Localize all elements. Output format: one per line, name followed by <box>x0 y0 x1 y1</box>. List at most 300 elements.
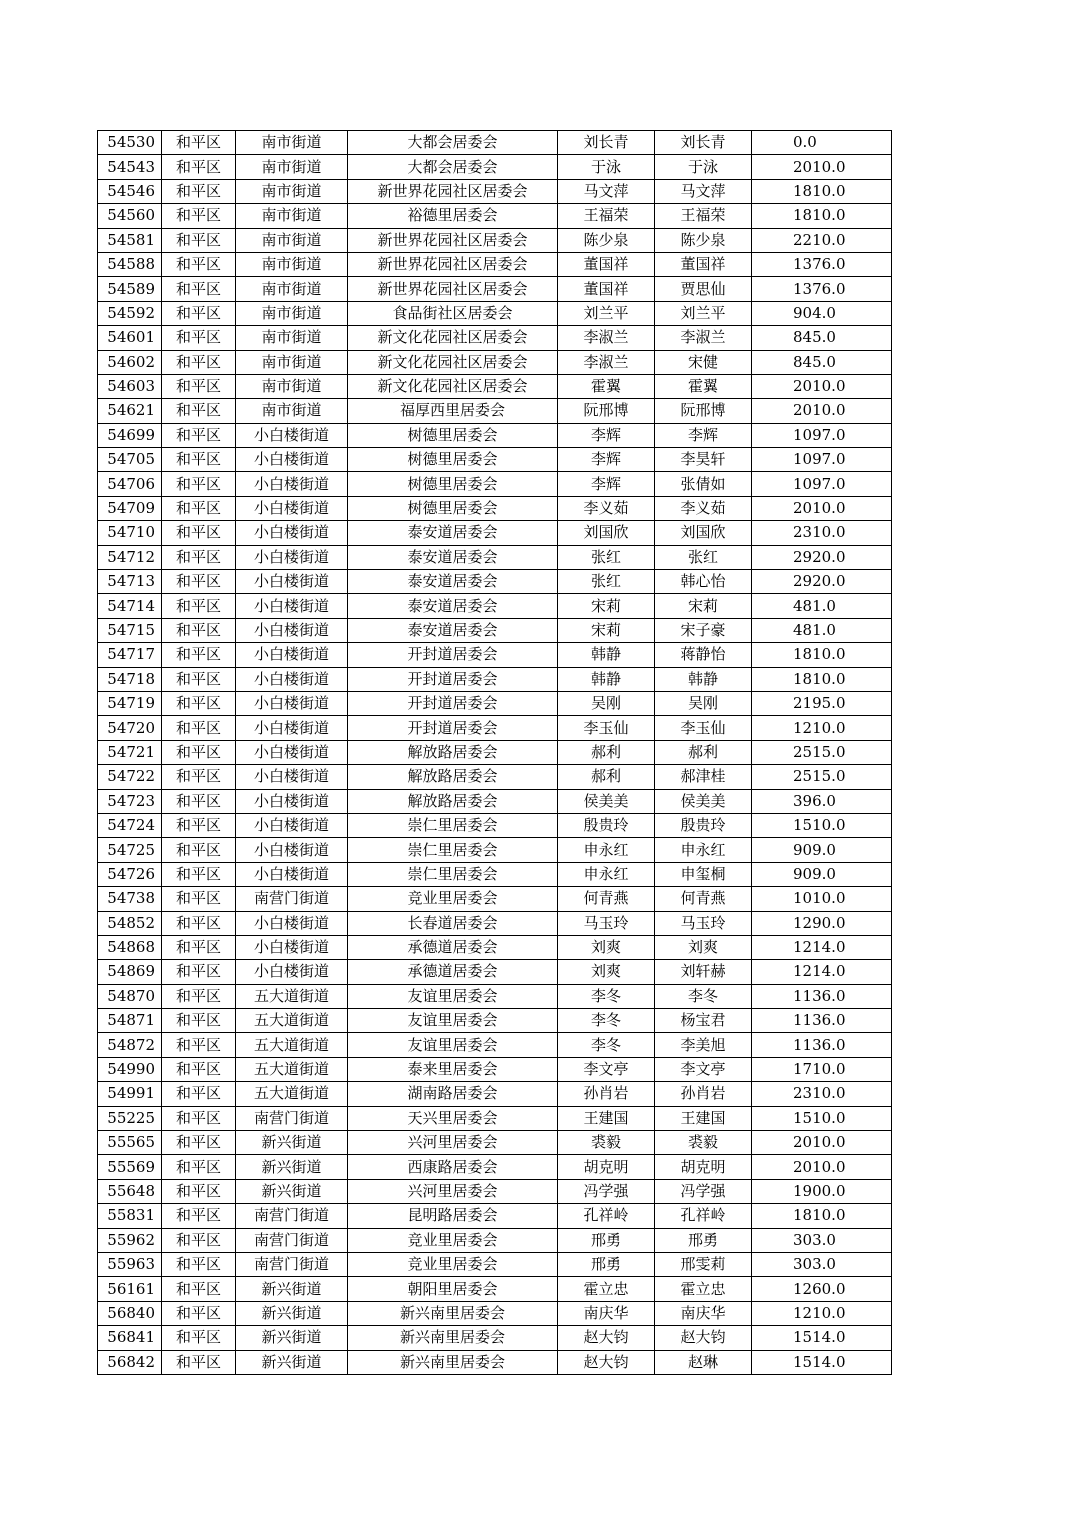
member-cell: 于泳 <box>655 155 752 179</box>
street-cell: 南市街道 <box>236 374 348 398</box>
street-cell: 南市街道 <box>236 326 348 350</box>
street-cell: 新兴街道 <box>236 1155 348 1179</box>
committee-cell: 昆明路居委会 <box>348 1204 558 1228</box>
applicant-cell: 马文萍 <box>558 179 655 203</box>
record-id-cell: 54581 <box>98 228 162 252</box>
member-cell: 韩心怡 <box>655 570 752 594</box>
member-cell: 贾思仙 <box>655 277 752 301</box>
committee-cell: 天兴里居委会 <box>348 1106 558 1130</box>
applicant-cell: 张红 <box>558 570 655 594</box>
record-id-cell: 54713 <box>98 570 162 594</box>
record-id-cell: 54717 <box>98 643 162 667</box>
street-cell: 五大道街道 <box>236 1009 348 1033</box>
district-cell: 和平区 <box>162 1228 236 1252</box>
committee-cell: 大都会居委会 <box>348 131 558 155</box>
member-cell: 孔祥岭 <box>655 1204 752 1228</box>
table-row <box>98 667 892 691</box>
street-cell: 新兴街道 <box>236 1326 348 1350</box>
committee-cell: 友谊里居委会 <box>348 984 558 1008</box>
applicant-cell: 马玉玲 <box>558 911 655 935</box>
street-cell: 小白楼街道 <box>236 691 348 715</box>
street-cell: 小白楼街道 <box>236 570 348 594</box>
applicant-cell: 阮邢博 <box>558 399 655 423</box>
member-cell: 张倩如 <box>655 472 752 496</box>
record-id-cell: 56840 <box>98 1301 162 1325</box>
record-id-cell: 55225 <box>98 1106 162 1130</box>
applicant-cell: 张红 <box>558 545 655 569</box>
street-cell: 小白楼街道 <box>236 448 348 472</box>
record-id-cell: 54621 <box>98 399 162 423</box>
member-cell: 郝津桂 <box>655 765 752 789</box>
applicant-cell: 刘国欣 <box>558 521 655 545</box>
applicant-cell: 郝利 <box>558 740 655 764</box>
record-id-cell: 55565 <box>98 1131 162 1155</box>
record-id-cell: 55962 <box>98 1228 162 1252</box>
street-cell: 小白楼街道 <box>236 716 348 740</box>
committee-cell: 树德里居委会 <box>348 423 558 447</box>
street-cell: 小白楼街道 <box>236 667 348 691</box>
district-cell: 和平区 <box>162 131 236 155</box>
record-id-cell: 54872 <box>98 1033 162 1057</box>
applicant-cell: 侯美美 <box>558 789 655 813</box>
district-cell: 和平区 <box>162 1057 236 1081</box>
member-cell: 李辉 <box>655 423 752 447</box>
street-cell: 南市街道 <box>236 252 348 276</box>
applicant-cell: 何青燕 <box>558 887 655 911</box>
street-cell: 新兴街道 <box>236 1301 348 1325</box>
table-row <box>98 594 892 618</box>
member-cell: 刘长青 <box>655 131 752 155</box>
record-id-cell: 54699 <box>98 423 162 447</box>
street-cell: 南营门街道 <box>236 1106 348 1130</box>
amount-cell: 1514.0 <box>752 1350 892 1374</box>
data-table <box>97 130 892 1375</box>
applicant-cell: 刘长青 <box>558 131 655 155</box>
committee-cell: 树德里居委会 <box>348 472 558 496</box>
table-row <box>98 765 892 789</box>
street-cell: 小白楼街道 <box>236 618 348 642</box>
table-row <box>98 252 892 276</box>
amount-cell: 1010.0 <box>752 887 892 911</box>
district-cell: 和平区 <box>162 374 236 398</box>
amount-cell: 1136.0 <box>752 1009 892 1033</box>
record-id-cell: 54714 <box>98 594 162 618</box>
amount-cell: 1376.0 <box>752 277 892 301</box>
district-cell: 和平区 <box>162 691 236 715</box>
district-cell: 和平区 <box>162 1155 236 1179</box>
amount-cell: 2010.0 <box>752 155 892 179</box>
street-cell: 小白楼街道 <box>236 935 348 959</box>
committee-cell: 解放路居委会 <box>348 789 558 813</box>
amount-cell: 2920.0 <box>752 570 892 594</box>
member-cell: 张红 <box>655 545 752 569</box>
record-id-cell: 54601 <box>98 326 162 350</box>
table-row <box>98 155 892 179</box>
record-id-cell: 56841 <box>98 1326 162 1350</box>
record-id-cell: 56842 <box>98 1350 162 1374</box>
committee-cell: 新兴南里居委会 <box>348 1301 558 1325</box>
record-id-cell: 54543 <box>98 155 162 179</box>
table-row <box>98 448 892 472</box>
district-cell: 和平区 <box>162 813 236 837</box>
applicant-cell: 陈少泉 <box>558 228 655 252</box>
amount-cell: 2010.0 <box>752 496 892 520</box>
district-cell: 和平区 <box>162 326 236 350</box>
member-cell: 蒋静怡 <box>655 643 752 667</box>
committee-cell: 开封道居委会 <box>348 643 558 667</box>
table-row <box>98 228 892 252</box>
applicant-cell: 邢勇 <box>558 1252 655 1276</box>
amount-cell: 1810.0 <box>752 1204 892 1228</box>
district-cell: 和平区 <box>162 1131 236 1155</box>
committee-cell: 新世界花园社区居委会 <box>348 179 558 203</box>
street-cell: 五大道街道 <box>236 1082 348 1106</box>
member-cell: 殷贵玲 <box>655 813 752 837</box>
amount-cell: 1136.0 <box>752 984 892 1008</box>
district-cell: 和平区 <box>162 911 236 935</box>
table-row <box>98 862 892 886</box>
member-cell: 马玉玲 <box>655 911 752 935</box>
member-cell: 阮邢博 <box>655 399 752 423</box>
record-id-cell: 54710 <box>98 521 162 545</box>
applicant-cell: 宋莉 <box>558 618 655 642</box>
member-cell: 李昊轩 <box>655 448 752 472</box>
record-id-cell: 54709 <box>98 496 162 520</box>
district-cell: 和平区 <box>162 1033 236 1057</box>
district-cell: 和平区 <box>162 887 236 911</box>
district-cell: 和平区 <box>162 594 236 618</box>
member-cell: 李冬 <box>655 984 752 1008</box>
committee-cell: 新文化花园社区居委会 <box>348 326 558 350</box>
applicant-cell: 霍立忠 <box>558 1277 655 1301</box>
table-row <box>98 643 892 667</box>
committee-cell: 开封道居委会 <box>348 691 558 715</box>
street-cell: 小白楼街道 <box>236 496 348 520</box>
table-row <box>98 1033 892 1057</box>
street-cell: 小白楼街道 <box>236 838 348 862</box>
committee-cell: 新兴南里居委会 <box>348 1326 558 1350</box>
applicant-cell: 刘兰平 <box>558 301 655 325</box>
amount-cell: 1214.0 <box>752 935 892 959</box>
applicant-cell: 赵大钧 <box>558 1350 655 1374</box>
applicant-cell: 刘爽 <box>558 960 655 984</box>
member-cell: 董国祥 <box>655 252 752 276</box>
committee-cell: 新文化花园社区居委会 <box>348 374 558 398</box>
committee-cell: 竞业里居委会 <box>348 1228 558 1252</box>
amount-cell: 1097.0 <box>752 423 892 447</box>
table-row <box>98 1009 892 1033</box>
district-cell: 和平区 <box>162 862 236 886</box>
street-cell: 小白楼街道 <box>236 911 348 935</box>
applicant-cell: 董国祥 <box>558 277 655 301</box>
record-id-cell: 54869 <box>98 960 162 984</box>
district-cell: 和平区 <box>162 1204 236 1228</box>
district-cell: 和平区 <box>162 277 236 301</box>
table-row <box>98 1082 892 1106</box>
committee-cell: 食品街社区居委会 <box>348 301 558 325</box>
committee-cell: 泰来里居委会 <box>348 1057 558 1081</box>
committee-cell: 竞业里居委会 <box>348 887 558 911</box>
street-cell: 小白楼街道 <box>236 789 348 813</box>
table-row <box>98 521 892 545</box>
district-cell: 和平区 <box>162 1277 236 1301</box>
street-cell: 小白楼街道 <box>236 545 348 569</box>
applicant-cell: 吴刚 <box>558 691 655 715</box>
record-id-cell: 54868 <box>98 935 162 959</box>
amount-cell: 481.0 <box>752 618 892 642</box>
street-cell: 南市街道 <box>236 179 348 203</box>
applicant-cell: 邢勇 <box>558 1228 655 1252</box>
amount-cell: 909.0 <box>752 862 892 886</box>
amount-cell: 303.0 <box>752 1252 892 1276</box>
committee-cell: 承德道居委会 <box>348 960 558 984</box>
member-cell: 刘兰平 <box>655 301 752 325</box>
member-cell: 南庆华 <box>655 1301 752 1325</box>
record-id-cell: 54723 <box>98 789 162 813</box>
table-body <box>98 131 892 1375</box>
record-id-cell: 54721 <box>98 740 162 764</box>
record-id-cell: 55648 <box>98 1179 162 1203</box>
district-cell: 和平区 <box>162 1106 236 1130</box>
record-id-cell: 54602 <box>98 350 162 374</box>
applicant-cell: 李辉 <box>558 423 655 447</box>
member-cell: 胡克明 <box>655 1155 752 1179</box>
amount-cell: 303.0 <box>752 1228 892 1252</box>
applicant-cell: 孙肖岩 <box>558 1082 655 1106</box>
member-cell: 李文亭 <box>655 1057 752 1081</box>
applicant-cell: 李冬 <box>558 1033 655 1057</box>
applicant-cell: 殷贵玲 <box>558 813 655 837</box>
record-id-cell: 54738 <box>98 887 162 911</box>
member-cell: 吴刚 <box>655 691 752 715</box>
district-cell: 和平区 <box>162 1009 236 1033</box>
committee-cell: 开封道居委会 <box>348 716 558 740</box>
amount-cell: 2515.0 <box>752 740 892 764</box>
member-cell: 赵大钧 <box>655 1326 752 1350</box>
amount-cell: 2515.0 <box>752 765 892 789</box>
record-id-cell: 54871 <box>98 1009 162 1033</box>
record-id-cell: 54870 <box>98 984 162 1008</box>
street-cell: 小白楼街道 <box>236 862 348 886</box>
street-cell: 小白楼街道 <box>236 472 348 496</box>
table-row <box>98 301 892 325</box>
applicant-cell: 李辉 <box>558 448 655 472</box>
committee-cell: 西康路居委会 <box>348 1155 558 1179</box>
record-id-cell: 54726 <box>98 862 162 886</box>
table-row <box>98 887 892 911</box>
table-row <box>98 618 892 642</box>
committee-cell: 解放路居委会 <box>348 740 558 764</box>
district-cell: 和平区 <box>162 472 236 496</box>
applicant-cell: 李义茹 <box>558 496 655 520</box>
amount-cell: 1136.0 <box>752 1033 892 1057</box>
table-row <box>98 204 892 228</box>
table-row <box>98 1228 892 1252</box>
member-cell: 李淑兰 <box>655 326 752 350</box>
record-id-cell: 54720 <box>98 716 162 740</box>
applicant-cell: 李文亭 <box>558 1057 655 1081</box>
amount-cell: 1260.0 <box>752 1277 892 1301</box>
table-row <box>98 423 892 447</box>
committee-cell: 大都会居委会 <box>348 155 558 179</box>
amount-cell: 481.0 <box>752 594 892 618</box>
table-row <box>98 1277 892 1301</box>
street-cell: 南市街道 <box>236 228 348 252</box>
district-cell: 和平区 <box>162 1082 236 1106</box>
district-cell: 和平区 <box>162 716 236 740</box>
table-row <box>98 691 892 715</box>
committee-cell: 新兴南里居委会 <box>348 1350 558 1374</box>
amount-cell: 1214.0 <box>752 960 892 984</box>
table-row <box>98 545 892 569</box>
amount-cell: 2310.0 <box>752 521 892 545</box>
table-row <box>98 570 892 594</box>
member-cell: 马文萍 <box>655 179 752 203</box>
street-cell: 南市街道 <box>236 399 348 423</box>
table-row <box>98 496 892 520</box>
amount-cell: 0.0 <box>752 131 892 155</box>
street-cell: 南市街道 <box>236 204 348 228</box>
member-cell: 王福荣 <box>655 204 752 228</box>
street-cell: 五大道街道 <box>236 1033 348 1057</box>
amount-cell: 2310.0 <box>752 1082 892 1106</box>
member-cell: 邢勇 <box>655 1228 752 1252</box>
amount-cell: 1810.0 <box>752 204 892 228</box>
district-cell: 和平区 <box>162 570 236 594</box>
committee-cell: 长春道居委会 <box>348 911 558 935</box>
district-cell: 和平区 <box>162 1350 236 1374</box>
district-cell: 和平区 <box>162 350 236 374</box>
record-id-cell: 54592 <box>98 301 162 325</box>
applicant-cell: 王建国 <box>558 1106 655 1130</box>
record-id-cell: 54546 <box>98 179 162 203</box>
committee-cell: 福厚西里居委会 <box>348 399 558 423</box>
committee-cell: 树德里居委会 <box>348 448 558 472</box>
member-cell: 霍立忠 <box>655 1277 752 1301</box>
street-cell: 小白楼街道 <box>236 643 348 667</box>
table-row <box>98 1252 892 1276</box>
street-cell: 南市街道 <box>236 277 348 301</box>
street-cell: 小白楼街道 <box>236 813 348 837</box>
amount-cell: 1510.0 <box>752 813 892 837</box>
table-row <box>98 960 892 984</box>
district-cell: 和平区 <box>162 228 236 252</box>
committee-cell: 竞业里居委会 <box>348 1252 558 1276</box>
member-cell: 郝利 <box>655 740 752 764</box>
applicant-cell: 胡克明 <box>558 1155 655 1179</box>
table-row <box>98 1301 892 1325</box>
committee-cell: 解放路居委会 <box>348 765 558 789</box>
committee-cell: 泰安道居委会 <box>348 618 558 642</box>
member-cell: 孙肖岩 <box>655 1082 752 1106</box>
table-row <box>98 131 892 155</box>
amount-cell: 1097.0 <box>752 472 892 496</box>
district-cell: 和平区 <box>162 399 236 423</box>
record-id-cell: 54725 <box>98 838 162 862</box>
district-cell: 和平区 <box>162 423 236 447</box>
committee-cell: 崇仁里居委会 <box>348 862 558 886</box>
applicant-cell: 冯学强 <box>558 1179 655 1203</box>
member-cell: 刘爽 <box>655 935 752 959</box>
applicant-cell: 赵大钧 <box>558 1326 655 1350</box>
district-cell: 和平区 <box>162 545 236 569</box>
record-id-cell: 54589 <box>98 277 162 301</box>
record-id-cell: 56161 <box>98 1277 162 1301</box>
amount-cell: 904.0 <box>752 301 892 325</box>
table-row <box>98 911 892 935</box>
amount-cell: 396.0 <box>752 789 892 813</box>
committee-cell: 裕德里居委会 <box>348 204 558 228</box>
district-cell: 和平区 <box>162 521 236 545</box>
district-cell: 和平区 <box>162 252 236 276</box>
street-cell: 五大道街道 <box>236 1057 348 1081</box>
district-cell: 和平区 <box>162 1179 236 1203</box>
member-cell: 李义茹 <box>655 496 752 520</box>
record-id-cell: 54588 <box>98 252 162 276</box>
applicant-cell: 申永红 <box>558 862 655 886</box>
committee-cell: 树德里居委会 <box>348 496 558 520</box>
member-cell: 李玉仙 <box>655 716 752 740</box>
district-cell: 和平区 <box>162 618 236 642</box>
applicant-cell: 李淑兰 <box>558 326 655 350</box>
amount-cell: 2010.0 <box>752 1131 892 1155</box>
record-id-cell: 55963 <box>98 1252 162 1276</box>
district-cell: 和平区 <box>162 789 236 813</box>
amount-cell: 1710.0 <box>752 1057 892 1081</box>
table-row <box>98 1326 892 1350</box>
amount-cell: 1810.0 <box>752 667 892 691</box>
record-id-cell: 54719 <box>98 691 162 715</box>
street-cell: 南市街道 <box>236 301 348 325</box>
applicant-cell: 韩静 <box>558 667 655 691</box>
table-row <box>98 1131 892 1155</box>
committee-cell: 新世界花园社区居委会 <box>348 228 558 252</box>
table-row <box>98 179 892 203</box>
table-row <box>98 1057 892 1081</box>
table-row <box>98 326 892 350</box>
applicant-cell: 霍翼 <box>558 374 655 398</box>
member-cell: 王建国 <box>655 1106 752 1130</box>
committee-cell: 承德道居委会 <box>348 935 558 959</box>
street-cell: 新兴街道 <box>236 1350 348 1374</box>
applicant-cell: 李辉 <box>558 472 655 496</box>
street-cell: 南营门街道 <box>236 1252 348 1276</box>
applicant-cell: 于泳 <box>558 155 655 179</box>
record-id-cell: 54715 <box>98 618 162 642</box>
committee-cell: 兴河里居委会 <box>348 1179 558 1203</box>
amount-cell: 1097.0 <box>752 448 892 472</box>
table-row <box>98 1350 892 1374</box>
member-cell: 霍翼 <box>655 374 752 398</box>
member-cell: 杨宝君 <box>655 1009 752 1033</box>
district-cell: 和平区 <box>162 1326 236 1350</box>
member-cell: 刘轩赫 <box>655 960 752 984</box>
committee-cell: 朝阳里居委会 <box>348 1277 558 1301</box>
member-cell: 宋健 <box>655 350 752 374</box>
applicant-cell: 南庆华 <box>558 1301 655 1325</box>
applicant-cell: 郝利 <box>558 765 655 789</box>
member-cell: 裘毅 <box>655 1131 752 1155</box>
applicant-cell: 申永红 <box>558 838 655 862</box>
table-row <box>98 1204 892 1228</box>
district-cell: 和平区 <box>162 984 236 1008</box>
table-row <box>98 1106 892 1130</box>
amount-cell: 2920.0 <box>752 545 892 569</box>
applicant-cell: 李冬 <box>558 984 655 1008</box>
amount-cell: 2195.0 <box>752 691 892 715</box>
amount-cell: 2010.0 <box>752 399 892 423</box>
district-cell: 和平区 <box>162 960 236 984</box>
